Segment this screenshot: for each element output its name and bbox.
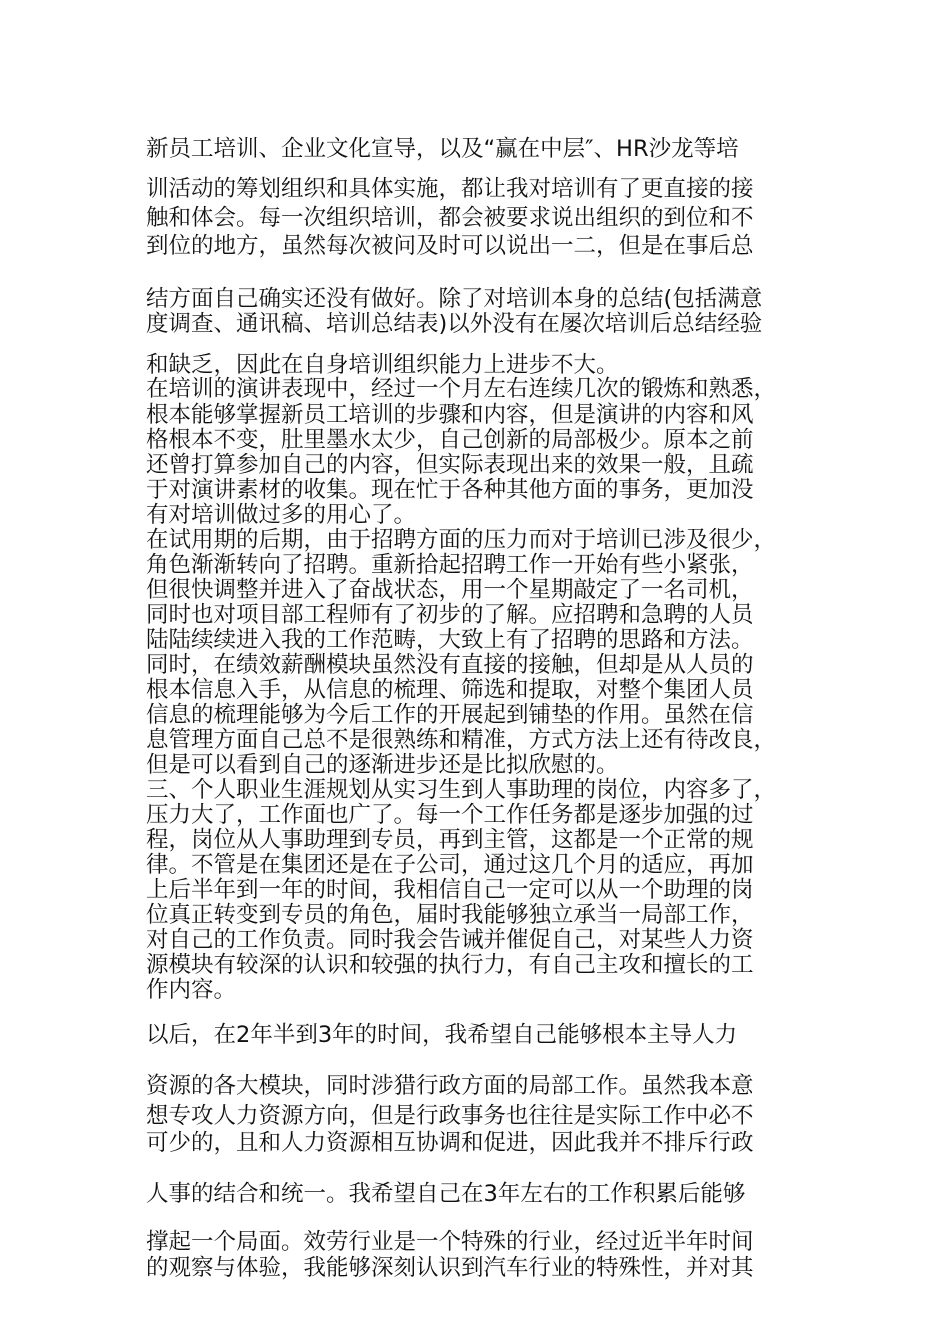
text-line: 上后半年到一年的时间，我相信自己一定可以从一个助理的岗 bbox=[146, 877, 754, 903]
text-line: 撑起一个局面。效劳行业是一个特殊的行业，经过近半年时间 bbox=[146, 1229, 754, 1255]
text-line: 想专攻人力资源方向，但是行政事务也往往是实际工作中必不 bbox=[146, 1103, 754, 1129]
text-line: 训活动的筹划组织和具体实施，都让我对培训有了更直接的接 bbox=[146, 176, 754, 202]
text-line: 根本能够掌握新员工培训的步骤和内容，但是演讲的内容和风 bbox=[146, 402, 754, 428]
text-line: 程，岗位从人事助理到专员，再到主管，这都是一个正常的规 bbox=[146, 827, 754, 853]
text-line: 压力大了，工作面也广了。每一个工作任务都是逐步加强的过 bbox=[146, 802, 754, 828]
text-line: 在试用期的后期，由于招聘方面的压力而对于培训已涉及很少， bbox=[146, 527, 777, 553]
text-line: 同时，在绩效薪酬模块虽然没有直接的接触，但却是从人员的 bbox=[146, 652, 754, 678]
text-line: 和缺乏，因此在自身培训组织能力上进步不大。 bbox=[146, 352, 619, 378]
text-line: 但很快调整并进入了奋战状态，用一个星期敲定了一名司机， bbox=[146, 577, 754, 603]
text-line: 结方面自己确实还没有做好。除了对培训本身的总结(包括满意 bbox=[146, 286, 763, 312]
text-line: 有对培训做过多的用心了。 bbox=[146, 502, 417, 528]
text-line: 人事的结合和统一。我希望自己在3年左右的工作积累后能够 bbox=[146, 1181, 746, 1207]
text-line: 到位的地方，虽然每次被问及时可以说出一二，但是在事后总 bbox=[146, 233, 754, 259]
text-line: 资源的各大模块，同时涉猎行政方面的局部工作。虽然我本意 bbox=[146, 1073, 754, 1099]
text-line: 以后，在2年半到3年的时间，我希望自己能够根本主导人力 bbox=[146, 1022, 738, 1048]
text-line: 格根本不变，肚里墨水太少，自己创新的局部极少。原本之前 bbox=[146, 427, 754, 453]
text-line: 新员工培训、企业文化宣导，以及“赢在中层″、HR沙龙等培 bbox=[146, 136, 739, 162]
text-line: 可少的，且和人力资源相互协调和促进，因此我并不排斥行政 bbox=[146, 1130, 754, 1156]
text-line: 在培训的演讲表现中，经过一个月左右连续几次的锻炼和熟悉， bbox=[146, 376, 777, 402]
text-line: 根本信息入手，从信息的梳理、筛选和提取，对整个集团人员 bbox=[146, 677, 754, 703]
text-line: 于对演讲素材的收集。现在忙于各种其他方面的事务，更加没 bbox=[146, 477, 754, 503]
text-line: 同时也对项目部工程师有了初步的了解。应招聘和急聘的人员 bbox=[146, 602, 754, 628]
text-line: 三、个人职业生涯规划从实习生到人事助理的岗位，内容多了， bbox=[146, 777, 777, 803]
text-line: 度调查、通讯稿、培训总结表)以外没有在屡次培训后总结经验 bbox=[146, 311, 763, 337]
text-line: 陆陆续续进入我的工作范畴，大致上有了招聘的思路和方法。 bbox=[146, 627, 754, 653]
text-line: 对自己的工作负责。同时我会告诫并催促自己，对某些人力资 bbox=[146, 927, 754, 953]
text-line: 位真正转变到专员的角色，届时我能够独立承当一局部工作， bbox=[146, 902, 754, 928]
text-line: 源模块有较深的认识和较强的执行力，有自己主攻和擅长的工 bbox=[146, 952, 754, 978]
text-line: 息管理方面自己总不是很熟练和精准，方式方法上还有待改良， bbox=[146, 727, 777, 753]
text-line: 触和体会。每一次组织培训，都会被要求说出组织的到位和不 bbox=[146, 205, 754, 231]
text-line: 但是可以看到自己的逐渐进步还是比拟欣慰的。 bbox=[146, 752, 619, 778]
text-line: 还曾打算参加自己的内容，但实际表现出来的效果一般，且疏 bbox=[146, 452, 754, 478]
text-line: 信息的梳理能够为今后工作的开展起到铺垫的作用。虽然在信 bbox=[146, 702, 754, 728]
text-line: 角色渐渐转向了招聘。重新拾起招聘工作一开始有些小紧张， bbox=[146, 552, 754, 578]
text-line: 作内容。 bbox=[146, 977, 237, 1003]
text-line: 律。不管是在集团还是在子公司，通过这几个月的适应，再加 bbox=[146, 852, 754, 878]
text-line: 的观察与体验，我能够深刻认识到汽车行业的特殊性，并对其 bbox=[146, 1255, 754, 1281]
